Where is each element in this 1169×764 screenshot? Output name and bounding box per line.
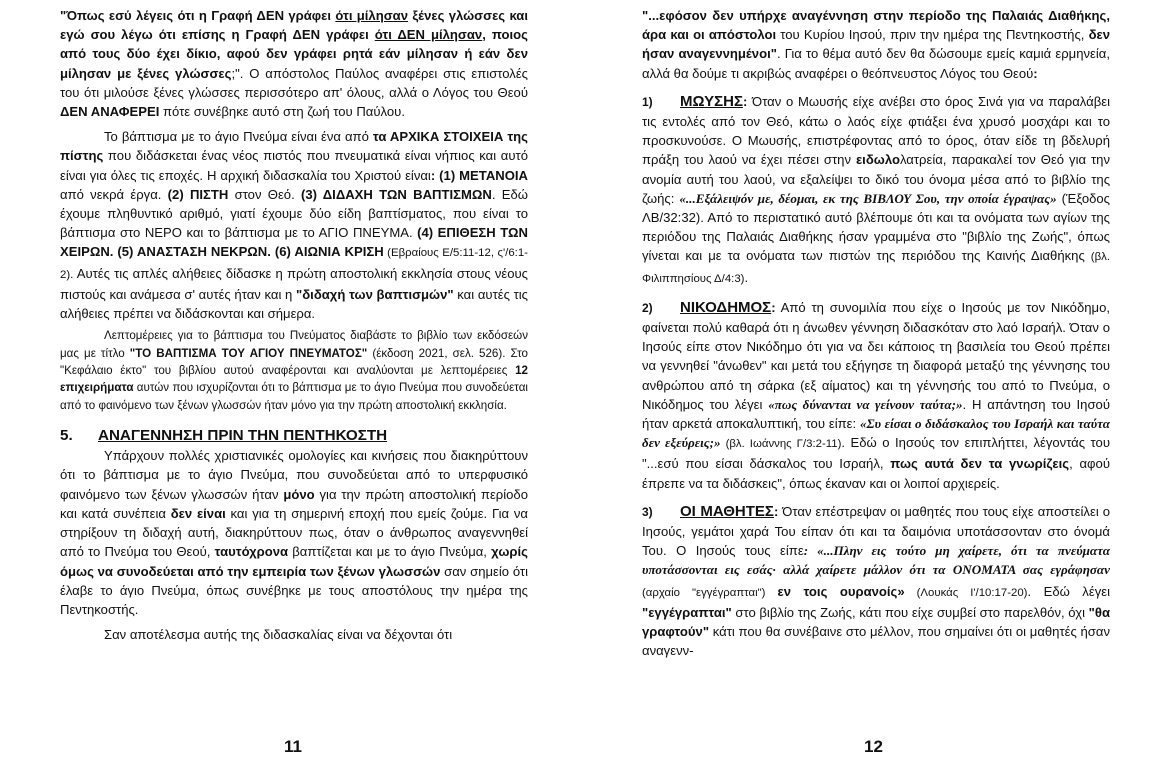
item-disciples: 3) ΟΙ ΜΑΘΗΤΕΣ: Όταν επέστρεψαν οι μαθητές που τους είχε αποστείλει ο Ιησούς, γεμάτοι χαρά Του είπαν ότι και τα δαιμόνια υποτάσσονταν στο όνομά Του. Ο Ιησούς τους είπε: «...Πλην εις τούτο μη χαίρετε, ότι τα πνεύματα υποτάσσονται εις εσάς· αλλά χαίρετε μάλλον ότι τα ΟΝΟΜΑΤΑ σας εγράφησαν (αρχαίο "εγγέγραπται") εν τοις ουρανοίς» (Λουκάς Ι'/10:17-20). Εδώ λέγει "εγγέγραπται" στο βιβλίο της Ζωής, κάτι που είχε συμβεί στο παρελθόν, όχι "θα γραφτούν" κάτι που θα συνέβαινε στο μέλλον, που σημαίνει ότι οι μαθητές ήσαν αναγενν- xyxy=(642,502,1110,659)
item-title-disciples: ΟΙ ΜΑΘΗΤΕΣ xyxy=(680,502,774,520)
right-paragraph-1: "...εφόσον δεν υπήρχε αναγέννηση στην περίοδο της Παλαιάς Διαθήκης, άρα και οι απόστολοι του Κυρίου Ιησού, πριν την ημέρα της Πεντηκοστής, δεν ήσαν αναγεννημένοι". Για το θέμα αυτό δεν θα δώσουμε εμείς καμιά ερμηνεία, αλλά θα δούμε τι ακριβώς αναφέρει ο θεόπνευστος Λόγος του Θεού: xyxy=(642,8,1110,81)
item-title-moses: ΜΩΥΣΗΣ xyxy=(680,92,743,110)
right-page xyxy=(642,6,1110,730)
left-paragraph-2: Το βάπτισμα με το άγιο Πνεύμα είναι ένα από τα ΑΡΧΙΚΑ ΣΤΟΙΧΕΙΑ της πίστης που διδάσκεται ένας νέος πιστός που πνευματικά είναι νήπιος και αυτό είναι για όλες τις εποχές. Η αρχική διδασκαλία του Χριστού είναι: (1) ΜΕΤΑΝΟΙΑ από νεκρά έργα. (2) ΠΙΣΤΗ στον Θεό. (3) ΔΙΔΑΧΗ ΤΩΝ ΒΑΠΤΙΣΜΩΝ. Εδώ έχουμε πληθυντικό αριθμό, γιατί έχουμε δύο είδη βαπτίσματος, που είναι το βάπτισμα στο ΝΕΡΟ και το βάπτισμα με το ΑΓΙΟ ΠΝΕΥΜΑ. (4) ΕΠΙΘΕΣΗ ΤΩΝ ΧΕΙΡΩΝ. (5) ΑΝΑΣΤΑΣΗ ΝΕΚΡΩΝ. (6) ΑΙΩΝΙΑ ΚΡΙΣΗ (Εβραίους Ε/5:11-12, ς'/6:1-2). Αυτές τις απλές αλήθειες δίδασκε η πρώτη αποστολική εκκλησία στους νέους πιστούς και ανάμεσα σ' αυτές ήταν και η "διδαχή των βαπτισμών" και αυτές τις αλήθειες πρέπει να διδάσκονται και σήμερα. xyxy=(60,129,528,322)
left-page xyxy=(60,6,528,730)
scripture-quote: «Συ είσαι ο διδάσκαλος του Ισραήλ και ταύτα δεν εξεύρεις;» xyxy=(642,416,1110,451)
left-paragraph-1: "Όπως εσύ λέγεις ότι η Γραφή ΔΕΝ γράφει ότι μίλησαν ξένες γλώσσες και εγώ σου λέγω ότι επίσης η Γραφή ΔΕΝ γράφει ότι ΔΕΝ μίλησαν, ποιος από τους δύο έχει δίκιο, αφού δεν γράφει ρητά εάν μίλησαν ή εάν δεν μίλησαν με ξένες γλώσσες;". Ο απόστολος Παύλος αναφέρει στις επιστολές του ότι μιλούσε ξένες γλώσσες περισσότερο απ' όλους, αλλά ο Λόγος του Θεού ΔΕΝ ΑΝΑΦΕΡΕΙ πότε συνέβηκε αυτό στη ζωή του Παύλου. xyxy=(60,8,528,120)
scripture-quote: «πως δύνανται να γείνουν ταύτα;» xyxy=(768,396,963,412)
section-title: ΑΝΑΓΕΝΝΗΣΗ ΠΡΙΝ ΤΗΝ ΠΕΝΤΗΚΟΣΤΗ xyxy=(98,427,388,445)
item-title-nicodemus: ΝΙΚΟΔΗΜΟΣ xyxy=(680,298,772,316)
left-paragraph-4: Σαν αποτέλεσμα αυτής της διδασκαλίας είναι να δέχονται ότι xyxy=(104,627,453,643)
section-heading-5 xyxy=(60,426,528,446)
left-paragraph-3: Υπάρχουν πολλές χριστιανικές ομολογίες και κινήσεις που διακηρύττουν ότι το βάπτισμα με το άγιο Πνεύμα, που συνοδεύεται από το υπερφυσικό φαινόμενο των ξένων γλωσσών ήταν μόνο για την πρώτη αποστολική περίοδο και κατά συνέπεια δεν είναι και για τη σημερινή εποχή που εμείς ζούμε. Για να στηρίξουν τη διδαχή αυτή, διακηρύττουν πως, όταν ο άνθρωπος αναγεννηθεί από το Πνεύμα του Θεού, ταυτόχρονα βαπτίζεται και με το άγιο Πνεύμα, χωρίς όμως να συνοδεύεται από την εμπειρία των ξένων γλωσσών σαν σημείο ότι έλαβε το άγιο Πνεύμα, όπως συνέβηκε με τους αποστόλους την ημέρα της Πεντηκοστής. xyxy=(60,448,528,617)
section-number: 5. xyxy=(60,427,73,445)
page-number-right: 12 xyxy=(864,737,883,756)
item-nicodemus: 2) ΝΙΚΟΔΗΜΟΣ: Από τη συνομιλία που είχε ο Ιησούς με τον Νικόδημο, φαίνεται πολύ καθαρά ότι η άνωθεν γέννηση διδασκόταν στο λαό Ισραήλ. Όταν ο Ιησούς είπε στον Νικόδημο ότι για να δει κάποιος τη βασιλεία του Θεού πρέπει να γεννηθεί "άνωθεν" και μετά του εξήγησε τη διαφορά μεταξύ της γέννησης του ανθρώπου από τη σάρκα (εξ αίματος) και τη γέννησής του από το Πνεύμα, ο Νικόδημος του λέγει «πως δύνανται να γείνουν ταύτα;». Η απάντηση του Ιησού ήταν αρκετά αποκαλυπτική, του είπε: «Συ είσαι ο διδάσκαλος του Ισραήλ και ταύτα δεν εξεύρεις;» (βλ. Ιωάννης Γ/3:2-11). Εδώ ο Ιησούς τον επιπλήττει, λέγοντάς του "...εσύ που είσαι δάσκαλος του Ισραήλ, πως αυτά δεν τα γνωρίζεις, αφού έπρεπε να τα διδάσκεις", όπως έκαναν και οι λοιποί αρχιερείς. xyxy=(642,298,1110,491)
page-number-left: 11 xyxy=(284,737,302,756)
scripture-quote: «...Εξάλειψόν με, δέομαι, εκ της ΒΙΒΛΟΥ Σου, την οποία έγραψας» xyxy=(679,190,1057,206)
scripture-quote: : «...Πλην εις τούτο μη χαίρετε, ότι τα πνεύματα υποτάσσονται εις εσάς· αλλά χαίρετε μάλλον ότι τα ΟΝΟΜΑΤΑ σας εγράφησαν xyxy=(642,543,1110,578)
item-moses: 1) ΜΩΥΣΗΣ: Όταν ο Μωυσής είχε ανέβει στο όρος Σινά για να παραλάβει τις εντολές από τον Θεό, κάτω ο λαός είχε φτιάξει ένα χρυσό μοσχάρι και το προσκυνούσε. Ο Μωυσής, επιστρέφοντας από το όρος, όταν είδε τη βδελυρή πράξη του λαού να έχει πέσει στην ειδωλολατρεία, παρακαλεί τον Θεό για την ανομία αυτή του λαού, να εξαλείψει το δικό του όνομα μέσα από το βιβλίο της ζωής: «...Εξάλειψόν με, δέομαι, εκ της ΒΙΒΛΟΥ Σου, την οποία έγραψας» (Έξοδος ΛΒ/32:32). Από το περιστατικό αυτό βλέπουμε ότι και τα ονόματα των αγίων της περιόδου της Παλαιάς Διαθήκης ήσαν γραμμένα στο "βιβλίο της Ζωής", όπως γίνεται και με τα ονόματα των πιστών της περιόδου της Καινής Διαθήκης (βλ. Φιλιππησίους Δ/4:3). xyxy=(642,92,1110,285)
footnote-baptism-book: Λεπτομέρειες για το βάπτισμα του Πνεύματος διαβάστε το βιβλίο των εκδόσεών μας με τίτλο "ΤΟ ΒΑΠΤΙΣΜΑ ΤΟΥ ΑΓΙΟΥ ΠΝΕΥΜΑΤΟΣ" (έκδοση 2021, σελ. 526). Στο "Κεφάλαιο έκτο" του βιβλίου αυτού αναφέρονται και αναλύονται με λεπτομέρειες 12 επιχειρήματα αυτών που ισχυρίζονται ότι το βάπτισμα με το άγιο Πνεύμα που συνοδεύεται από το φαινόμενο των ξένων γλωσσών ήταν μόνο για την πρώτη αποστολική εκκλησία. xyxy=(60,329,528,412)
